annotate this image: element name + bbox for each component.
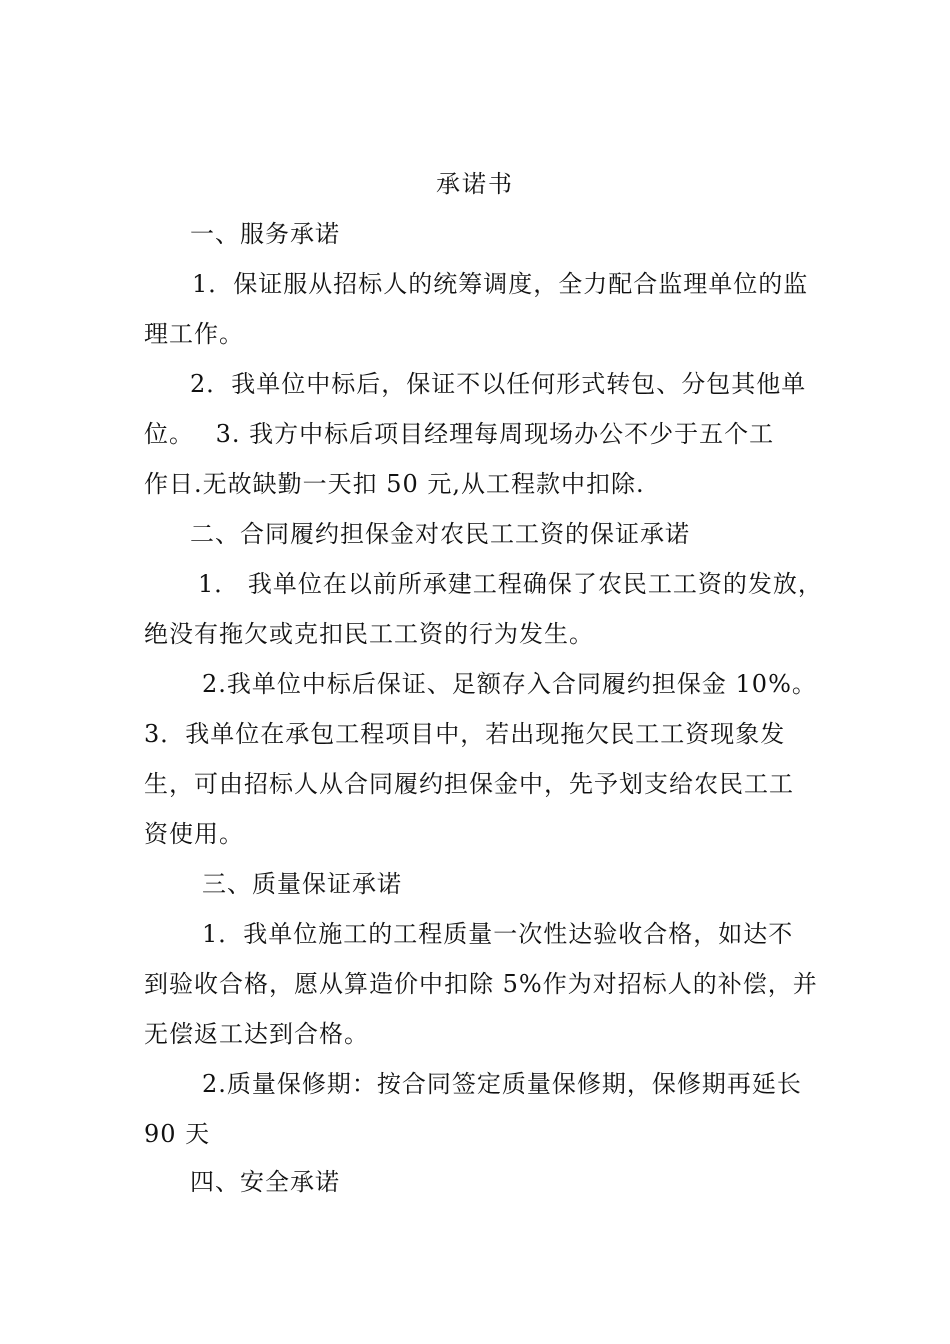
document-title: 承诺书 [436, 170, 514, 198]
section-heading-wage-guarantee: 二、合同履约担保金对农民工工资的保证承诺 [190, 520, 690, 548]
paragraph-line: 绝没有拖欠或克扣民工工资的行为发生。 [144, 620, 594, 648]
paragraph-line: 1．我单位施工的工程质量一次性达验收合格，如达不 [202, 920, 794, 948]
paragraph-line: 90 天 [144, 1120, 211, 1148]
paragraph-line: 1．保证服从招标人的统筹调度，全力配合监理单位的监 [192, 270, 809, 298]
paragraph-line: 2.质量保修期：按合同签定质量保修期，保修期再延长 [202, 1070, 802, 1098]
paragraph-line: 3．我单位在承包工程项目中，若出现拖欠民工工资现象发 [144, 720, 786, 748]
paragraph-line: 无偿返工达到合格。 [144, 1020, 369, 1048]
section-heading-safety: 四、安全承诺 [190, 1168, 340, 1196]
section-heading-service: 一、服务承诺 [190, 220, 340, 248]
paragraph-line: 作日.无故缺勤一天扣 50 元,从工程款中扣除. [144, 470, 645, 498]
paragraph-line: 资使用。 [144, 820, 244, 848]
paragraph-line: 位。 3. 我方中标后项目经理每周现场办公不少于五个工 [144, 420, 775, 448]
paragraph-line: 1． 我单位在以前所承建工程确保了农民工工资的发放， [198, 570, 823, 598]
paragraph-line: 生，可由招标人从合同履约担保金中，先予划支给农民工工 [144, 770, 794, 798]
paragraph-line: 理工作。 [144, 320, 244, 348]
paragraph-line: 2.我单位中标后保证、足额存入合同履约担保金 10%。 [202, 670, 817, 698]
section-heading-quality: 三、质量保证承诺 [202, 870, 402, 898]
paragraph-line: 到验收合格，愿从算造价中扣除 5%作为对招标人的补偿，并 [144, 970, 818, 998]
paragraph-line: 2．我单位中标后，保证不以任何形式转包、分包其他单 [190, 370, 807, 398]
